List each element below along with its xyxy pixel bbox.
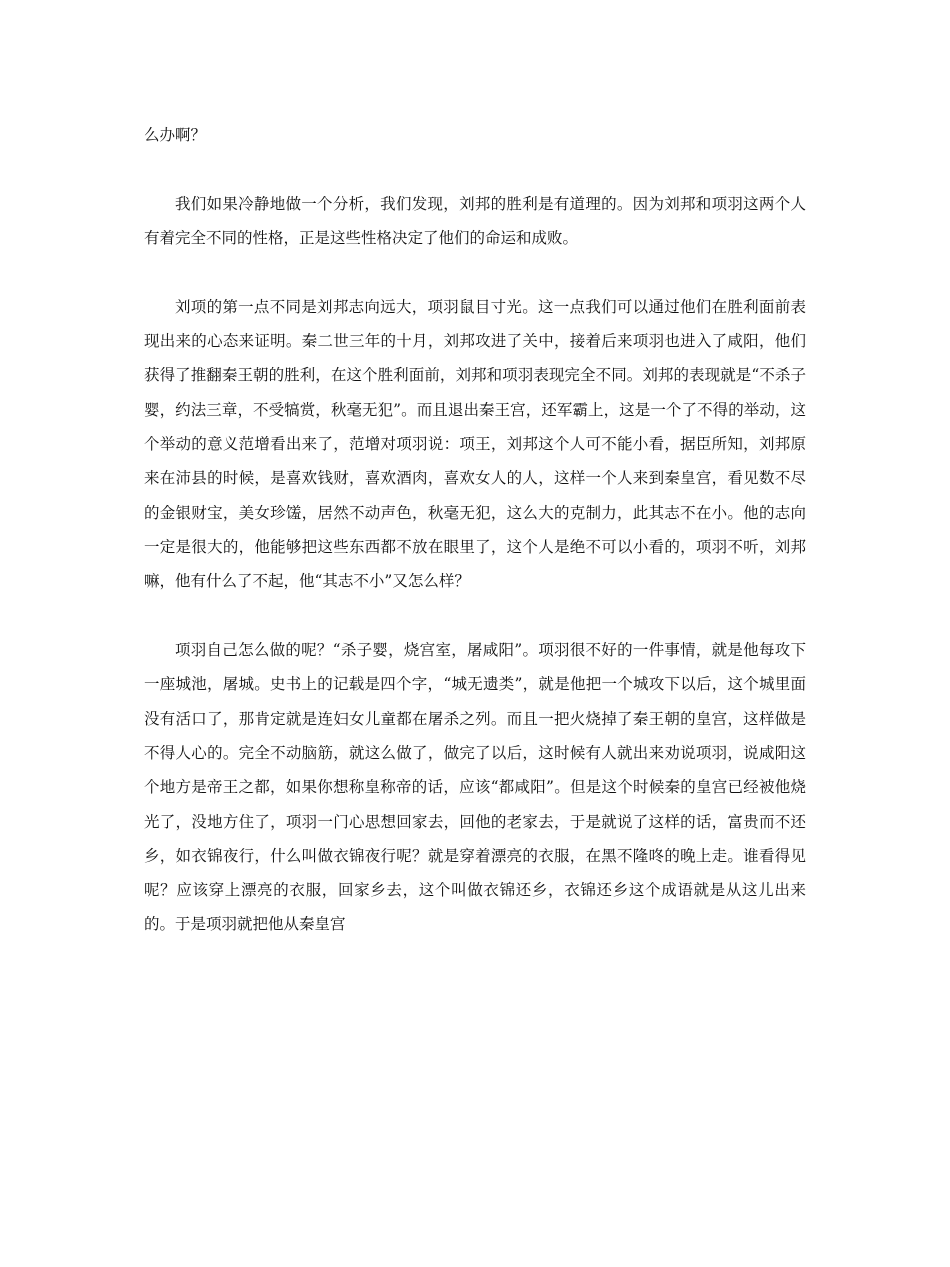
paragraph-gap xyxy=(144,255,806,290)
paragraph-analysis: 我们如果冷静地做一个分析，我们发现，刘邦的胜利是有道理的。因为刘邦和项羽这两个人有着完全不同的性格，正是这些性格决定了他们的命运和成败。 xyxy=(144,194,806,248)
paragraph-gap xyxy=(144,152,806,187)
paragraph-liu-bang-ambition: 刘项的第一点不同是刘邦志向远大，项羽鼠目寸光。这一点我们可以通过他们在胜利面前表现出来的心态来证明。秦二世三年的十月，刘邦攻进了关中，接着后来项羽也进入了咸阳，他们获得了推翻秦王朝的胜利，在这个胜利面前，刘邦和项羽表现完全不同。刘邦的表现就是“不杀子婴，约法三章，不受犒赏，秋毫无犯”。而且退出秦王宫，还军霸上，这是一个了不得的举动，这个举动的意义范增看出来了，范增对项羽说：项王，刘邦这个人可不能小看，据臣所知，刘邦原来在沛县的时候，是喜欢钱财，喜欢酒肉，喜欢女人的人，这样一个人来到秦皇宫，看见数不尽的金银财宝，美女珍馐，居然不动声色，秋毫无犯，这么大的克制力，此其志不在小。他的志向一定是很大的，他能够把这些东西都不放在眼里了，这个人是绝不可以小看的，项羽不听，刘邦嘛，他有什么了不起，他“其志不小”又怎么样？ xyxy=(144,297,806,591)
paragraph-xiang-yu-actions: 项羽自己怎么做的呢？“杀子婴，烧宫室，屠咸阳”。项羽很不好的一件事情，就是他每攻下一座城池，屠城。史书上的记载是四个字，“城无遗类”，就是他把一个城攻下以后，这个城里面没有活口了，那肯定就是连妇女儿童都在屠杀之列。而且一把火烧掉了秦王朝的皇宫，这样做是不得人心的。完全不动脑筋，就这么做了，做完了以后，这时候有人就出来劝说项羽，说咸阳这个地方是帝王之都，如果你想称皇称帝的话，应该“都咸阳”。但是这个时候秦的皇宫已经被他烧光了，没地方住了，项羽一门心思想回家去，回他的老家去，于是就说了这样的话，富贵而不还乡，如衣锦夜行，什么叫做衣锦夜行呢？就是穿着漂亮的衣服，在黑不隆咚的晚上走。谁看得见呢？应该穿上漂亮的衣服，回家乡去，这个叫做衣锦还乡，衣锦还乡这个成语就是从这儿出来的。于是项羽就把他从秦皇宫 xyxy=(144,641,806,934)
paragraph-gap xyxy=(144,599,806,634)
paragraph-continuation: 么办啊？ xyxy=(144,126,207,144)
document-body xyxy=(144,118,806,942)
